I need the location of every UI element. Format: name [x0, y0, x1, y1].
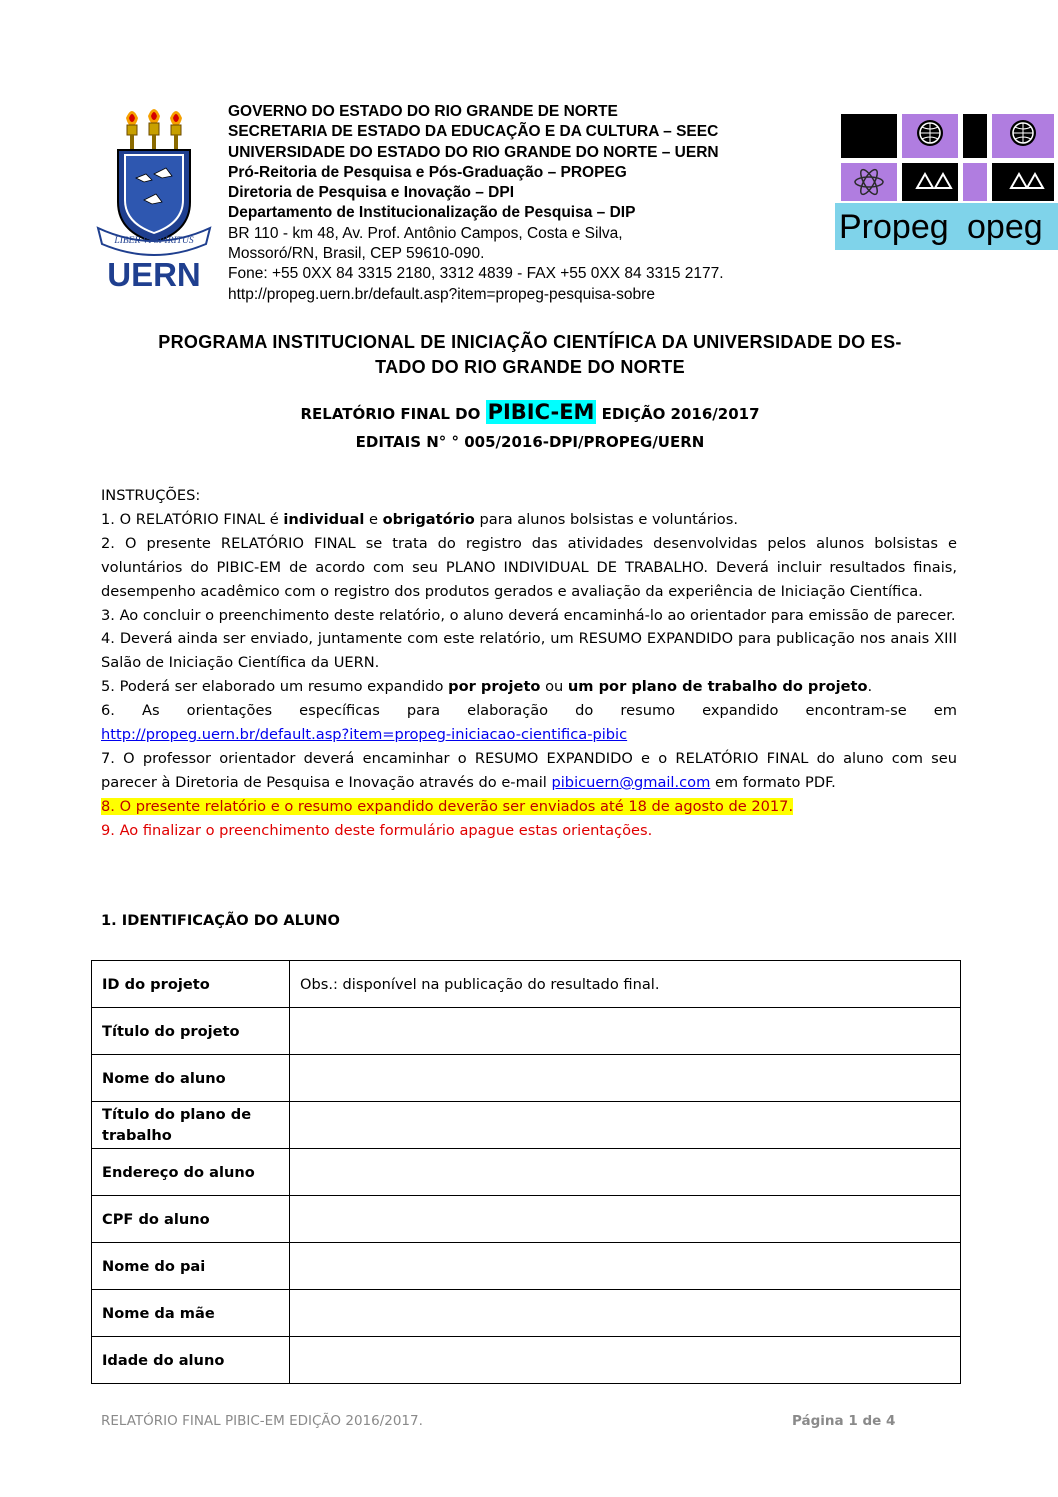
instruction-9: 9. Ao finalizar o preenchimento deste formulário apague estas orientações. — [101, 821, 653, 839]
instruction-6-link-line — [101, 723, 957, 747]
program-title-line-1: PROGRAMA INSTITUCIONAL DE INICIAÇÃO CIENTÍFICA DA UNIVERSIDADE DO ES- — [158, 332, 902, 352]
row-value[interactable] — [290, 1149, 961, 1196]
deadline-highlight: 8. O presente relatório e o resumo expandido deverão ser enviados até 18 de agosto de 2017. — [101, 797, 794, 815]
table-row — [92, 1008, 961, 1055]
row-label: Nome do pai — [92, 1243, 290, 1290]
instruction-8 — [101, 795, 957, 819]
table-row — [92, 961, 961, 1008]
row-label: CPF do aluno — [92, 1196, 290, 1243]
institution-header — [228, 102, 818, 305]
table-row — [92, 1290, 961, 1337]
row-label: Título do projeto — [92, 1008, 290, 1055]
email-link[interactable]: pibicuern@gmail.com — [551, 773, 711, 791]
page-number: Página 1 de 4 — [792, 1413, 896, 1429]
row-value[interactable] — [290, 1243, 961, 1290]
table-row — [92, 1337, 961, 1384]
pibic-em-highlight: PIBIC-EM — [487, 400, 595, 424]
section-title: 1. IDENTIFICAÇÃO DO ALUNO — [101, 912, 340, 929]
report-title — [100, 398, 960, 456]
row-value[interactable]: Obs.: disponível na publicação do resultado final. — [290, 961, 961, 1008]
identification-table — [91, 960, 961, 1384]
header-url: http://propeg.uern.br/default.asp?item=propeg-pesquisa-sobre — [228, 285, 655, 303]
header-line-1: GOVERNO DO ESTADO DO RIO GRANDE DE NORTE — [228, 103, 618, 120]
propeg-logo — [835, 108, 1058, 250]
row-label: Nome do aluno — [92, 1055, 290, 1102]
report-title-line — [100, 398, 960, 428]
header-line-5: Diretoria de Pesquisa e Inovação – DPI — [228, 184, 515, 202]
header-line-6: Departamento de Institucionalização de Pesquisa – DIP — [228, 204, 636, 222]
footer-title: RELATÓRIO FINAL PIBIC-EM EDIÇÃO 2016/2017. — [101, 1413, 423, 1429]
report-title-prefix: RELATÓRIO FINAL DO — [300, 405, 486, 423]
instruction-3: 3. Ao concluir o preenchimento deste relatório, o aluno deverá encaminhá-lo ao orientador para emissão de parecer. — [101, 606, 956, 624]
row-value[interactable] — [290, 1337, 961, 1384]
report-title-suffix: EDIÇÃO 2016/2017 — [596, 405, 760, 423]
instructions-heading: INSTRUÇÕES: — [101, 487, 201, 504]
row-label: ID do projeto — [92, 961, 290, 1008]
row-value[interactable] — [290, 1102, 961, 1149]
instruction-6: 6. As orientações específicas para elaboração do resumo expandido encontram-se em — [101, 702, 957, 720]
header-line-3: UNIVERSIDADE DO ESTADO DO RIO GRANDE DO NORTE – UERN — [228, 143, 719, 161]
propeg-wordmark: Propeg — [839, 208, 949, 246]
instruction-2: 2. O presente RELATÓRIO FINAL se trata do registro das atividades desenvolvidas pelos alunos bolsistas e voluntários do PIBIC-EM de acordo com seu PLANO INDIVIDUAL DE TRABALHO. Deverá incluir resultados finais, desempenho acadêmico com o registro dos produtos gerados e avaliação da experiência de Iniciação Científica. — [101, 534, 957, 600]
table-row — [92, 1196, 961, 1243]
row-value[interactable] — [290, 1290, 961, 1337]
header-phone: Fone: +55 0XX 84 3315 2180, 3312 4839 - FAX +55 0XX 84 3315 2177. — [228, 265, 724, 283]
instruction-1: 1. O RELATÓRIO FINAL é individual e obrigatório para alunos bolsistas e voluntários. — [101, 510, 738, 528]
instruction-7: 7. O professor orientador deverá encaminhar o RESUMO EXPANDIDO e o RELATÓRIO FINAL do aluno com seu parecer à Diretoria de Pesquisa e Inovação através do e-mail pibicuern@gmail.com em formato PDF. — [101, 749, 957, 791]
propeg-wordmark-2: opeg — [967, 208, 1043, 246]
program-title — [60, 330, 1000, 380]
torch-icon — [126, 109, 182, 135]
table-row — [92, 1149, 961, 1196]
row-label: Endereço do aluno — [92, 1149, 290, 1196]
header-address-line-2: Mossoró/RN, Brasil, CEP 59610-090. — [228, 245, 485, 263]
header-address-line-1: BR 110 - km 48, Av. Prof. Antônio Campos, Costa e Silva, — [228, 224, 623, 242]
instruction-5: 5. Poderá ser elaborado um resumo expandido por projeto ou um por plano de trabalho do projeto. — [101, 678, 873, 696]
row-label: Título do plano de trabalho — [92, 1102, 290, 1149]
row-label: Nome da mãe — [92, 1290, 290, 1337]
row-value[interactable] — [290, 1196, 961, 1243]
row-label: Idade do aluno — [92, 1337, 290, 1384]
uern-wordmark: UERN — [107, 256, 201, 292]
program-title-line-2: TADO DO RIO GRANDE DO NORTE — [375, 357, 685, 377]
pibic-info-link[interactable]: http://propeg.uern.br/default.asp?item=propeg-iniciacao-cientifica-pibic — [101, 726, 628, 744]
table-row — [92, 1055, 961, 1102]
instruction-4: 4. Deverá ainda ser enviado, juntamente com este relatório, um RESUMO EXPANDIDO para publicação nos anais XIII Salão de Iniciação Científica da UERN. — [101, 630, 957, 672]
header-line-2: SECRETARIA DE ESTADO DA EDUCAÇÃO E DA CULTURA – SEEC — [228, 123, 719, 141]
table-row — [92, 1102, 961, 1149]
uern-logo — [96, 104, 212, 292]
uern-motto: LIBER VI SPIRITUS — [114, 236, 194, 246]
table-row — [92, 1243, 961, 1290]
header-line-4: Pró-Reitoria de Pesquisa e Pós-Graduação – PROPEG — [228, 163, 627, 181]
editais-line: EDITAIS N° ° 005/2016-DPI/PROPEG/UERN — [355, 433, 705, 451]
row-value[interactable] — [290, 1055, 961, 1102]
instructions — [101, 484, 957, 843]
row-value[interactable] — [290, 1008, 961, 1055]
